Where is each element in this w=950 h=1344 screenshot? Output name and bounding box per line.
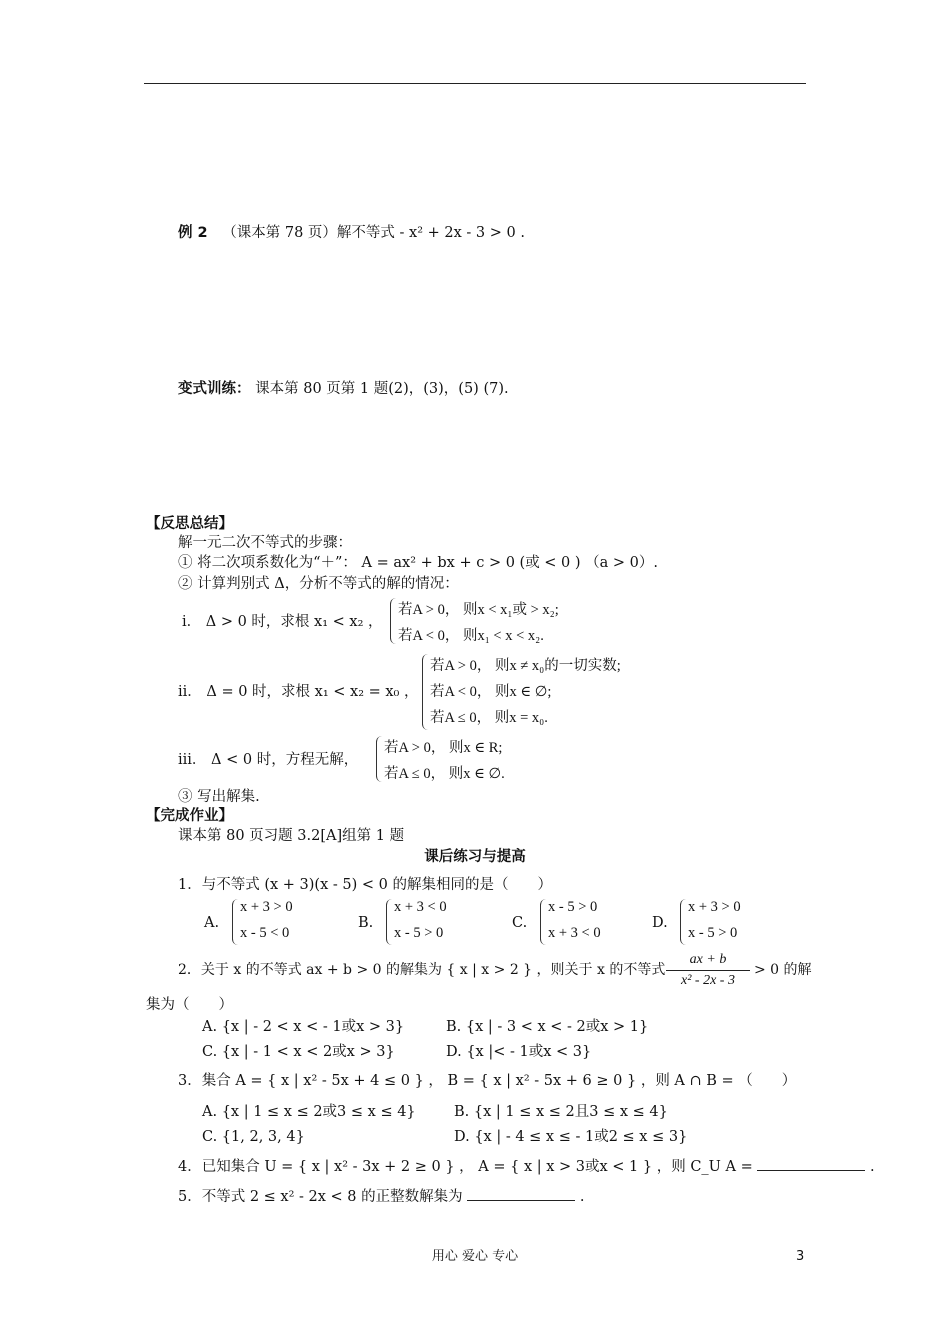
q1-stem: 1．与不等式 (x + 3)(x - 5) < 0 的解集相同的是（ ） bbox=[178, 877, 552, 893]
q3-option-c: C. {1, 2, 3, 4} bbox=[202, 1129, 305, 1145]
q1-option-d-line2: x - 5 > 0 bbox=[688, 925, 738, 941]
reflection-step1: ① 将二次项系数化为“＋”： A = ax² + bx + c > 0 (或 < 0 ) （a > 0）. bbox=[178, 555, 659, 571]
q1-option-b-brace bbox=[386, 899, 393, 945]
example-2 bbox=[178, 224, 525, 242]
q1-option-c-line1: x - 5 > 0 bbox=[548, 899, 598, 915]
variant-text: 课本第 80 页第 1 题(2)，(3)，(5) (7). bbox=[255, 381, 509, 397]
q4-line bbox=[178, 1158, 875, 1176]
q1-option-c-line2: x + 3 < 0 bbox=[548, 925, 601, 941]
case1-brace bbox=[390, 598, 397, 644]
q1-option-c-label: C. bbox=[512, 915, 528, 931]
case2-c: 若A ≤ 0， 则x = x₀. bbox=[430, 710, 548, 726]
q2-option-c: C. {x | - 1 < x < 2或x > 3} bbox=[202, 1044, 395, 1060]
homework-heading: 【完成作业】 bbox=[146, 808, 233, 824]
q1-option-d-brace bbox=[680, 899, 687, 945]
case2-b: 若A < 0， 则x ∈ ∅; bbox=[430, 684, 552, 700]
homework-text: 课本第 80 页习题 3.2[A]组第 1 题 bbox=[178, 828, 405, 844]
q2-option-b: B. {x | - 3 < x < - 2或x > 1} bbox=[446, 1019, 649, 1035]
q1-option-a-line1: x + 3 > 0 bbox=[240, 899, 293, 915]
q1-option-a-line2: x - 5 < 0 bbox=[240, 925, 290, 941]
footer-center: 用心 爱心 专心 bbox=[431, 1249, 519, 1264]
case1-a: 若A > 0， 则x < x₁或 > x₂; bbox=[398, 602, 559, 618]
q4-stem: 4．已知集合 U = { x | x² - 3x + 2 ≥ 0 } ， A = { x | x > 3或x < 1 } ，则 C_U A = bbox=[178, 1159, 753, 1175]
example-2-text: （课本第 78 页）解不等式 - x² + 2x - 3 > 0 . bbox=[222, 225, 525, 241]
reflection-heading: 【反思总结】 bbox=[146, 516, 233, 532]
reflection-step2: ② 计算判别式 Δ，分析不等式的解的情况： bbox=[178, 576, 459, 592]
case1-lead: ⅰ． Δ > 0 时，求根 x₁ < x₂ ， bbox=[182, 614, 383, 630]
q2-stem-b: > 0 的解 bbox=[754, 962, 812, 978]
q2-fraction-numerator: ax + b bbox=[689, 952, 727, 967]
q2-stem-c: 集为（ ） bbox=[146, 997, 233, 1013]
page-number: 3 bbox=[796, 1249, 805, 1264]
q2-fraction bbox=[666, 952, 750, 989]
q3-option-b: B. {x | 1 ≤ x ≤ 2且3 ≤ x ≤ 4} bbox=[454, 1104, 668, 1120]
q5-stem: 5．不等式 2 ≤ x² - 2x < 8 的正整数解集为 bbox=[178, 1189, 463, 1205]
q2-option-d: D. {x |< - 1或x < 3} bbox=[446, 1044, 592, 1060]
q3-stem: 3．集合 A = { x | x² - 5x + 4 ≤ 0 } ， B = { x | x² - 5x + 6 ≥ 0 } ，则 A ∩ B = （ ） bbox=[178, 1073, 797, 1089]
q1-option-a-brace bbox=[232, 899, 239, 945]
exercises-title: 课后练习与提高 bbox=[424, 849, 526, 865]
case2-a: 若A > 0， 则x ≠ x₀的一切实数; bbox=[430, 658, 621, 674]
q4-answer-blank[interactable] bbox=[757, 1170, 865, 1171]
q5-answer-blank[interactable] bbox=[467, 1200, 575, 1201]
q4-end: . bbox=[869, 1159, 875, 1175]
q1-option-d-line1: x + 3 > 0 bbox=[688, 899, 741, 915]
q5-end: . bbox=[579, 1189, 585, 1205]
q2-stem-a: 2．关于 x 的不等式 ax + b > 0 的解集为 { x | x > 2 } ，则关于 x 的不等式 bbox=[178, 962, 666, 978]
q2-fraction-denominator: x² - 2x - 3 bbox=[681, 973, 735, 988]
variant-training bbox=[178, 380, 509, 398]
case3-lead: ⅲ． Δ < 0 时，方程无解， bbox=[178, 752, 359, 768]
q1-option-d-label: D. bbox=[652, 915, 668, 931]
q1-option-c-brace bbox=[540, 899, 547, 945]
q1-option-b-line1: x + 3 < 0 bbox=[394, 899, 447, 915]
q1-option-a-label: A. bbox=[204, 915, 220, 931]
q1-option-b-line2: x - 5 > 0 bbox=[394, 925, 444, 941]
variant-label: 变式训练： bbox=[178, 381, 251, 397]
q2-fraction-bar bbox=[666, 970, 750, 971]
reflection-line1: 解一元二次不等式的步骤： bbox=[178, 535, 352, 551]
case2-brace bbox=[422, 654, 429, 730]
q5-line bbox=[178, 1188, 584, 1206]
case3-a: 若A > 0， 则x ∈ R; bbox=[384, 740, 503, 756]
case3-brace bbox=[376, 736, 383, 782]
case2-lead: ⅱ． Δ = 0 时，求根 x₁ < x₂ = x₀ ， bbox=[178, 684, 419, 700]
q3-option-a: A. {x | 1 ≤ x ≤ 2或3 ≤ x ≤ 4} bbox=[202, 1104, 416, 1120]
reflection-step3: ③ 写出解集. bbox=[178, 789, 260, 805]
q2-option-a: A. {x | - 2 < x < - 1或x > 3} bbox=[202, 1019, 405, 1035]
case1-b: 若A < 0， 则x₁ < x < x₂. bbox=[398, 628, 544, 644]
header-rule bbox=[144, 83, 806, 84]
case3-b: 若A ≤ 0， 则x ∈ ∅. bbox=[384, 766, 505, 782]
example-2-label: 例 2 bbox=[178, 225, 208, 241]
q3-option-d: D. {x | - 4 ≤ x ≤ - 1或2 ≤ x ≤ 3} bbox=[454, 1129, 688, 1145]
q1-option-b-label: B. bbox=[358, 915, 374, 931]
